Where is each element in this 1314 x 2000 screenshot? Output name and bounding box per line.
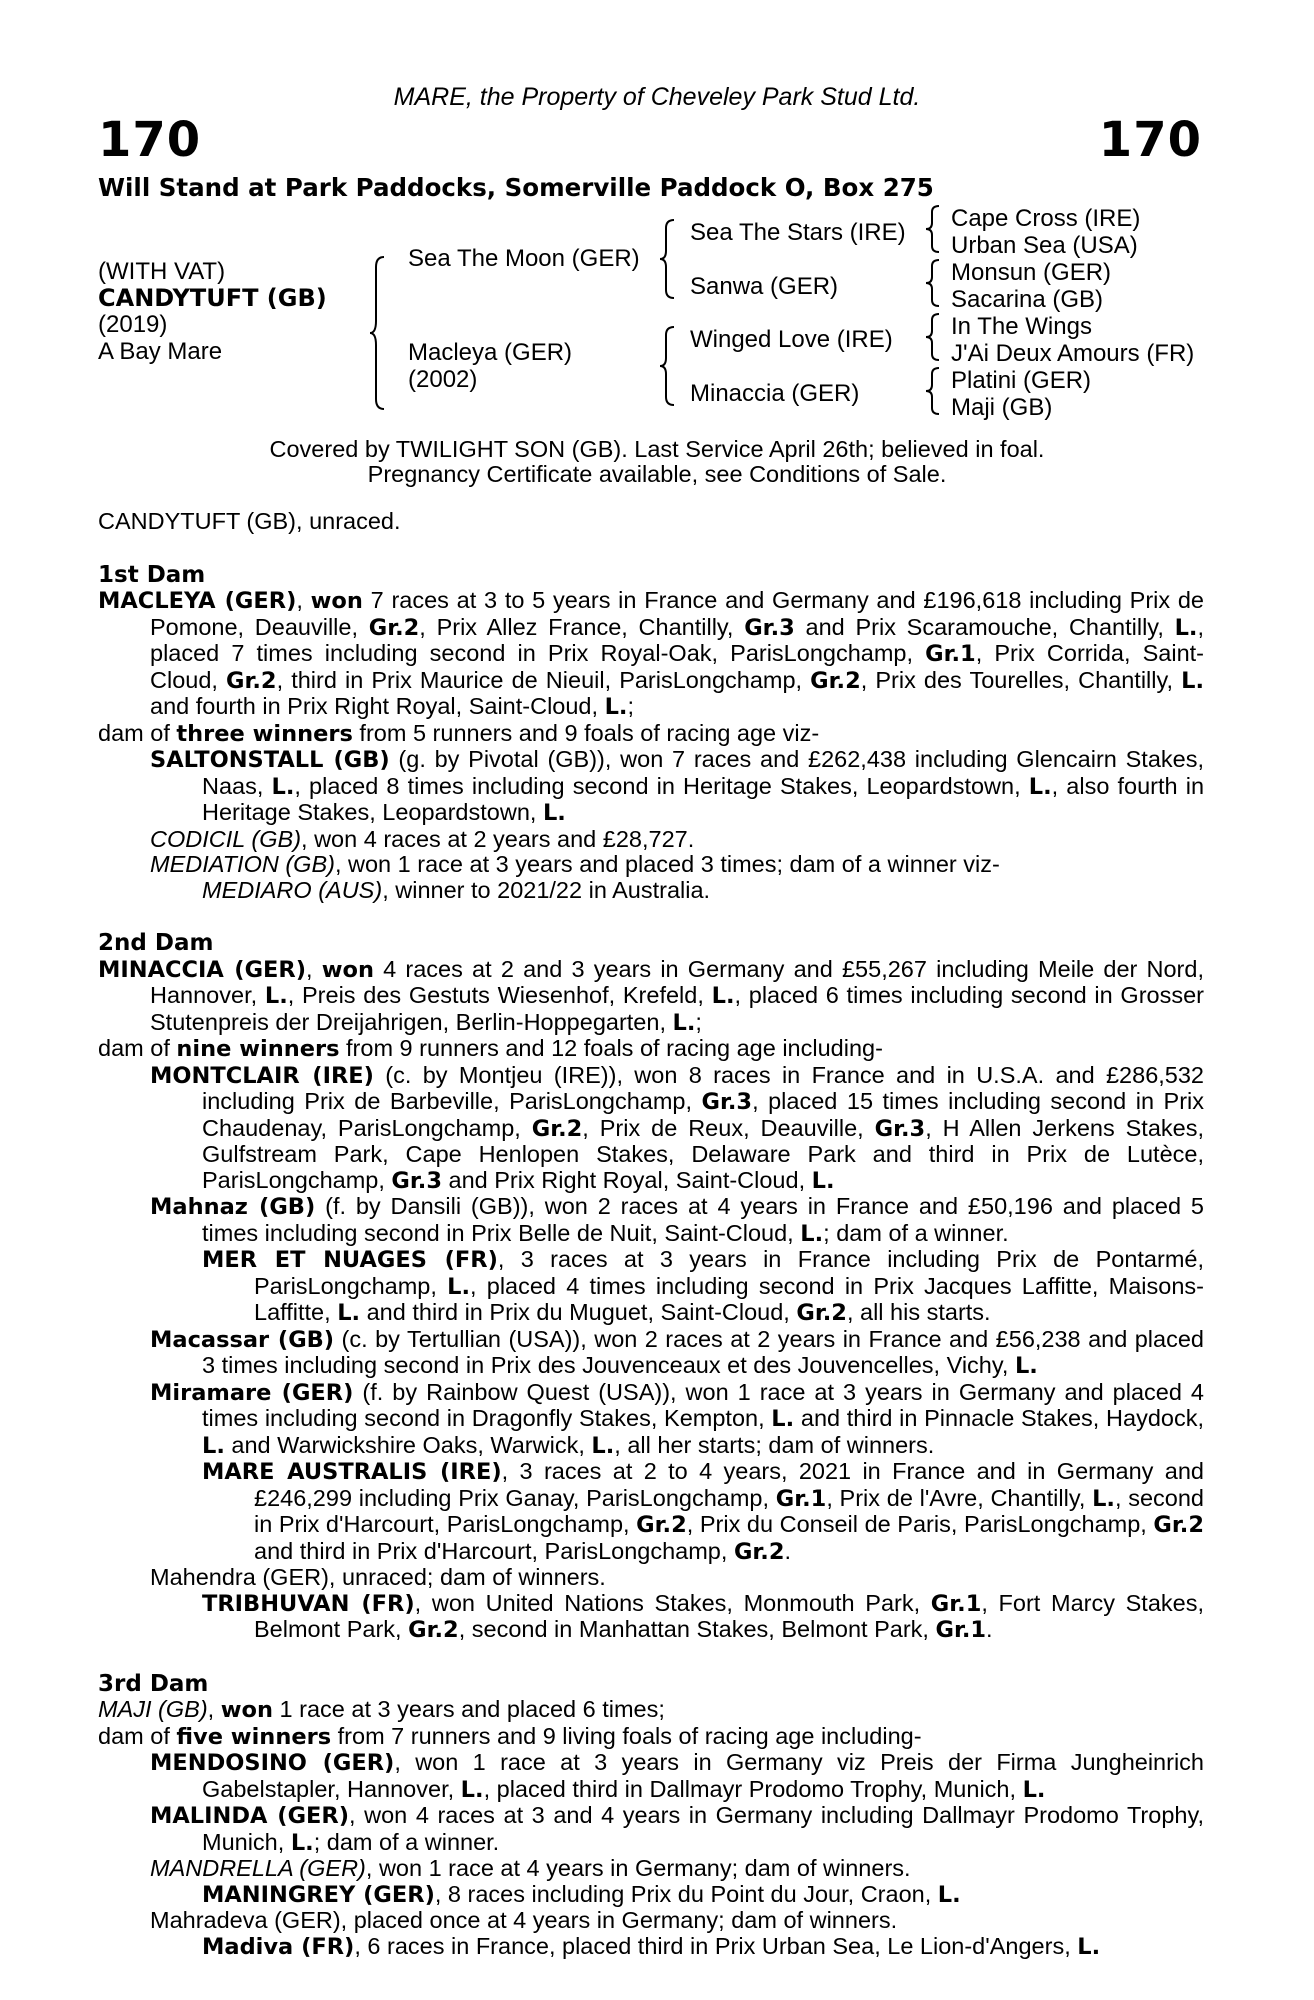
bold-text: MANINGREY (GER) (202, 1881, 435, 1908)
text-run: , Prix de l'Avre, Chantilly, (826, 1484, 1093, 1511)
dam-name: MACLEYA (GER) (98, 588, 297, 614)
text-run: , Prix Allez France, Chantilly, (419, 613, 745, 640)
text-run: , won 4 races at 2 years and £28,727. (301, 825, 695, 852)
bold-text: L. (271, 773, 295, 800)
pedigree-brace-1 (370, 255, 394, 411)
produce-mediation (98, 852, 1204, 878)
text-run: and Prix Right Royal, Saint-Cloud, (441, 1166, 812, 1193)
horse-year: (2019) (98, 311, 168, 338)
text-run: and Prix Scaramouche, Chantilly, (794, 613, 1175, 640)
bold-text: L. (447, 1273, 470, 1300)
produce-saltonstall (98, 747, 1204, 827)
text-run: , Fort Marcy Stakes, Belmont Park, (254, 1589, 1204, 1642)
horse-description: A Bay Mare (98, 338, 223, 365)
produce-miramare (98, 1380, 1204, 1460)
bold-text: MINACCIA (GER) (98, 956, 307, 983)
bold-text: Gr.3 (874, 1115, 926, 1142)
bold-text: nine winners (176, 1036, 340, 1062)
produce-mediaro (98, 878, 1204, 904)
produce-tribhuvan (98, 1591, 1204, 1644)
produce-mahradeva: Mahradeva (GER), placed once at 4 years in Germany; dam of winners. (150, 1907, 898, 1933)
bold-text: L. (337, 1300, 361, 1326)
text-run: (g. by Pivotal (GB)), won 7 races and £262,438 including Glencairn Stakes, Naas, (202, 746, 1204, 799)
bold-text: L. (542, 800, 566, 826)
produce-mendosino (98, 1750, 1204, 1803)
text-run: , all his starts. (846, 1299, 991, 1325)
bold-text: Gr.2 (408, 1617, 459, 1643)
ds-dam: J'Ai Deux Amours (FR) (951, 340, 1195, 367)
pregnancy-note: Pregnancy Certificate available, see Conditions of Sale. (367, 461, 947, 487)
bold-text: L. (1022, 1776, 1046, 1803)
text-run: 1 race at 3 years and placed 6 times; (273, 1696, 665, 1722)
bold-text: Madiva (FR) (202, 1933, 355, 1960)
won-label: won (310, 588, 363, 614)
bold-text: Macassar (GB) (150, 1326, 335, 1353)
text-run: (c. by Tertullian (USA)), won 2 races at 2 years in France and £56,238 and placed 3 times including second in Prix des Jouvenceaux et des Jouvencelles, Vichy, (202, 1325, 1204, 1378)
produce-montclair (98, 1063, 1204, 1195)
italic-text: MAJI (GB) (98, 1696, 208, 1722)
bold-text: L. (1174, 614, 1198, 641)
bold-text: Gr.2 (226, 667, 277, 694)
bold-text: Gr.3 (391, 1167, 442, 1194)
comma: , (296, 587, 311, 613)
produce-mahnaz (98, 1194, 1204, 1247)
ss-dam: Urban Sea (USA) (951, 232, 1138, 259)
text-run: , 3 races at 3 years in France including Prix de Pontarmé, ParisLongchamp, (254, 1246, 1204, 1299)
third-dam-produce (98, 1724, 1204, 1751)
italic-text: MANDRELLA (GER) (150, 1855, 366, 1881)
bold-text: Gr.2 (733, 1538, 785, 1565)
bold-text: L. (672, 1009, 696, 1036)
bold-text: Gr.1 (925, 641, 976, 667)
text-run: , third in Prix Maurice de Nieuil, ParisLongchamp, (276, 666, 811, 693)
text-run: from 5 runners and 9 foals of racing age viz- (352, 719, 820, 746)
text-run: , second in Prix d'Harcourt, ParisLongchamp, (254, 1484, 1204, 1537)
text-run: , won 1 race at 4 years in Germany; dam of winners. (365, 1855, 911, 1881)
pedigree-brace-2 (660, 218, 680, 300)
text-run: ; (627, 693, 634, 719)
produce-malinda (98, 1803, 1204, 1856)
horse-name: CANDYTUFT (GB) (98, 284, 327, 312)
bold-text: L. (290, 1829, 314, 1856)
text-run: , Prix du Conseil de Paris, ParisLongchamp, (686, 1511, 1154, 1537)
text-run: 7 races at 3 to 5 years in France and Germany and £196,618 including Prix de Pomone, Deauville, (150, 587, 1204, 640)
bold-text: Gr.2 (368, 614, 420, 641)
bold-text: MARE AUSTRALIS (IRE) (202, 1459, 502, 1485)
produce-maningrey (98, 1882, 1204, 1909)
text-run: , won 1 race at 3 years and placed 3 times; dam of a winner viz- (334, 851, 1000, 877)
bold-text: Mahnaz (GB) (150, 1194, 316, 1220)
italic-text: CODICIL (GB) (150, 825, 302, 852)
stand-location: Will Stand at Park Paddocks, Somerville Paddock O, Box 275 (98, 173, 934, 202)
pedigree-brace-7 (925, 366, 943, 416)
bold-text: Gr.1 (935, 1617, 987, 1643)
bold-text: L. (1181, 667, 1204, 694)
text-run: ; dam of a winner. (313, 1828, 500, 1855)
text-run: , second in Manhattan Stakes, Belmont Park, (458, 1616, 936, 1642)
text-run: , winner to 2021/22 in Australia. (382, 876, 711, 903)
bold-text: MALINDA (GER) (150, 1803, 350, 1829)
lot-number-right: 170 (1098, 112, 1202, 168)
text-run: , placed 8 times including second in Heritage Stakes, Leopardstown, (294, 772, 1029, 799)
covered-note: Covered by TWILIGHT SON (GB). Last Service April 26th; believed in foal. (269, 436, 1045, 462)
bold-text: L. (711, 983, 735, 1009)
first-dam-heading: 1st Dam (98, 561, 206, 588)
bold-text: Gr.3 (701, 1089, 753, 1115)
text-run: , placed 15 times including second in Prix Chaudenay, ParisLongchamp, (202, 1088, 1204, 1141)
bold-text: Gr.2 (796, 1300, 847, 1326)
text-run: . (986, 1616, 993, 1642)
bold-text: Gr.2 (1153, 1512, 1204, 1538)
text-run: , Preis des Gestuts Wiesenhof, Krefeld, (287, 982, 712, 1008)
produce-mare-australis (98, 1459, 1204, 1565)
produce-mer-et-nuages (98, 1247, 1204, 1327)
intro-line: CANDYTUFT (GB), unraced. (98, 508, 401, 534)
bold-text: L. (264, 983, 288, 1009)
bold-text: L. (1028, 773, 1052, 800)
bold-text: MONTCLAIR (IRE) (150, 1062, 374, 1089)
text-run: and fourth in Prix Right Royal, Saint-Cloud, (150, 693, 605, 719)
produce-mandrella (98, 1856, 1204, 1882)
second-dam-record (98, 957, 1204, 1037)
bold-text: L. (811, 1167, 835, 1194)
bold-text: L. (604, 694, 628, 720)
sire-sire: Sea The Stars (IRE) (690, 219, 906, 246)
first-dam-record (98, 588, 1204, 721)
third-dam-record (98, 1697, 1204, 1724)
text-run: , all her starts; dam of winners. (614, 1431, 935, 1458)
pedigree-brace-3 (660, 325, 680, 407)
text-run: 4 races at 2 and 3 years in Germany and £55,267 including Meile der Nord, Hannover, (150, 955, 1204, 1008)
second-dam-heading: 2nd Dam (98, 930, 214, 956)
text-run: , won United Nations Stakes, Monmouth Park, (414, 1589, 931, 1616)
first-dam-produce (98, 721, 1204, 748)
text-run: , Prix des Tourelles, Chantilly, (860, 666, 1182, 693)
dam-sire: Winged Love (IRE) (690, 326, 893, 353)
text-run: , (306, 955, 322, 982)
text-run: , 6 races in France, placed third in Prix Urban Sea, Le Lion-d'Angers, (354, 1932, 1078, 1959)
text-run: (f. by Dansili (GB)), won 2 races at 4 years in France and £50,196 and placed 5 times including second in Prix Belle de Nuit, Saint-Cloud, (202, 1193, 1205, 1246)
produce-macassar (98, 1327, 1204, 1380)
bold-text: SALTONSTALL (GB) (150, 747, 390, 773)
produce-mahendra: Mahendra (GER), unraced; dam of winners. (150, 1564, 606, 1590)
bold-text: L. (202, 1432, 225, 1459)
bold-text: won (220, 1697, 273, 1723)
bold-text: five winners (176, 1723, 332, 1750)
bold-text: Gr.1 (775, 1485, 827, 1512)
text-run: and third in Pinnacle Stakes, Haydock, (794, 1405, 1204, 1431)
produce-codicil (98, 827, 1204, 853)
third-dam-heading: 3rd Dam (98, 1670, 209, 1697)
bold-text: MER ET NUAGES (FR) (202, 1247, 498, 1273)
bold-text: L. (1014, 1353, 1038, 1379)
text-run: . (784, 1537, 792, 1564)
bold-text: Gr.1 (930, 1590, 982, 1617)
bold-text: L. (591, 1432, 615, 1459)
second-dam-produce (98, 1036, 1204, 1063)
dam-dam: Minaccia (GER) (690, 380, 860, 407)
pedigree-brace-6 (925, 312, 943, 362)
sire-dam: Sanwa (GER) (690, 273, 839, 300)
produce-madiva (98, 1934, 1204, 1961)
text-run: , 8 races including Prix du Point du Jour, Craon, (434, 1880, 938, 1907)
sire-name: Sea The Moon (GER) (408, 245, 640, 272)
pedigree-brace-5 (925, 258, 943, 308)
italic-text: MEDIATION (GB) (150, 851, 335, 877)
text-run: , H Allen Jerkens Stakes, Gulfstream Park, Cape Henlopen Stakes, Delaware Park and third in Prix de Lutèce, ParisLongchamp, (202, 1114, 1205, 1193)
lot-number-left: 170 (98, 112, 202, 168)
bold-text: L. (1092, 1485, 1115, 1512)
text-run: ; dam of a winner. (823, 1219, 1009, 1246)
text-run: , placed third in Dallmayr Prodomo Trophy, Munich, (483, 1775, 1023, 1802)
text-run: ; (695, 1008, 702, 1035)
bold-text: Miramare (GER) (150, 1379, 354, 1406)
text-run: , placed 4 times including second in Prix Jacques Laffitte, Maisons-Laffitte, (254, 1272, 1204, 1325)
bold-text: L. (937, 1881, 961, 1908)
bold-text: Gr.2 (531, 1115, 583, 1142)
italic-text: MEDIARO (AUS) (202, 876, 383, 903)
text-run: dam of (98, 719, 177, 746)
sd-sire: Monsun (GER) (951, 259, 1112, 286)
ss-sire: Cape Cross (IRE) (951, 205, 1141, 232)
bold-text: L. (460, 1776, 484, 1803)
dd-sire: Platini (GER) (951, 367, 1092, 394)
bold-text: Gr.3 (744, 614, 795, 641)
bold-text: Gr.2 (636, 1512, 687, 1538)
text-run: , also fourth in Heritage Stakes, Leopardstown, (202, 772, 1205, 825)
catalogue-body (98, 509, 1204, 1960)
text-run: (f. by Rainbow Quest (USA)), won 1 race at 3 years in Germany and placed 4 times including second in Dragonfly Stakes, Kempton, (202, 1378, 1204, 1431)
text-run: dam of (98, 1035, 177, 1061)
text-run: from 7 runners and 9 living foals of racing age including- (331, 1722, 922, 1749)
text-run: , Prix Corrida, Saint-Cloud, (150, 640, 1204, 693)
text-run: and third in Prix d'Harcourt, ParisLongchamp, (254, 1537, 734, 1564)
bold-text: L. (1077, 1933, 1101, 1960)
bold-text: Gr.2 (810, 667, 861, 694)
bold-text: MENDOSINO (GER) (150, 1750, 395, 1776)
dam-name: Macleya (GER) (408, 339, 573, 366)
text-run: (c. by Montjeu (IRE)), won 8 races in France and in U.S.A. and £286,532 including Prix de Barbeville, ParisLongchamp, (202, 1061, 1205, 1114)
text-run: , placed 7 times including second in Prix Royal-Oak, ParisLongchamp, (150, 613, 1205, 666)
sd-dam: Sacarina (GB) (951, 286, 1104, 313)
text-run: and third in Prix du Muguet, Saint-Cloud, (360, 1299, 797, 1325)
bold-text: L. (800, 1220, 824, 1247)
ds-sire: In The Wings (951, 313, 1092, 340)
bold-text: three winners (176, 720, 353, 747)
text-run: , won 1 race at 3 years in Germany viz Preis der Firma Jungheinrich Gabelstapler, Hannover, (202, 1749, 1204, 1802)
property-heading: MARE, the Property of Cheveley Park Stud Ltd. (393, 83, 921, 111)
text-run: , 3 races at 2 to 4 years, 2021 in France and in Germany and £246,299 including Prix Ganay, ParisLongchamp, (254, 1458, 1204, 1511)
text-run: , won 4 races at 3 and 4 years in Germany including Dallmayr Prodomo Trophy, Munich, (202, 1802, 1204, 1855)
text-run: and Warwickshire Oaks, Warwick, (224, 1431, 592, 1458)
vat-note: (WITH VAT) (98, 258, 226, 285)
text-run: , Prix de Reux, Deauville, (582, 1114, 875, 1141)
bold-text: won (321, 956, 374, 983)
dam-year: (2002) (408, 366, 478, 393)
text-run: dam of (98, 1722, 177, 1749)
dd-dam: Maji (GB) (951, 394, 1053, 421)
pedigree-brace-4 (925, 204, 943, 254)
text-run: , placed 6 times including second in Grosser Stutenpreis der Dreijahrigen, Berlin-Hoppegarten, (150, 982, 1204, 1035)
bold-text: L. (771, 1406, 795, 1432)
text-run: from 9 runners and 12 foals of racing age including- (339, 1035, 883, 1061)
text-run: , (207, 1696, 221, 1722)
bold-text: TRIBHUVAN (FR) (202, 1590, 415, 1617)
